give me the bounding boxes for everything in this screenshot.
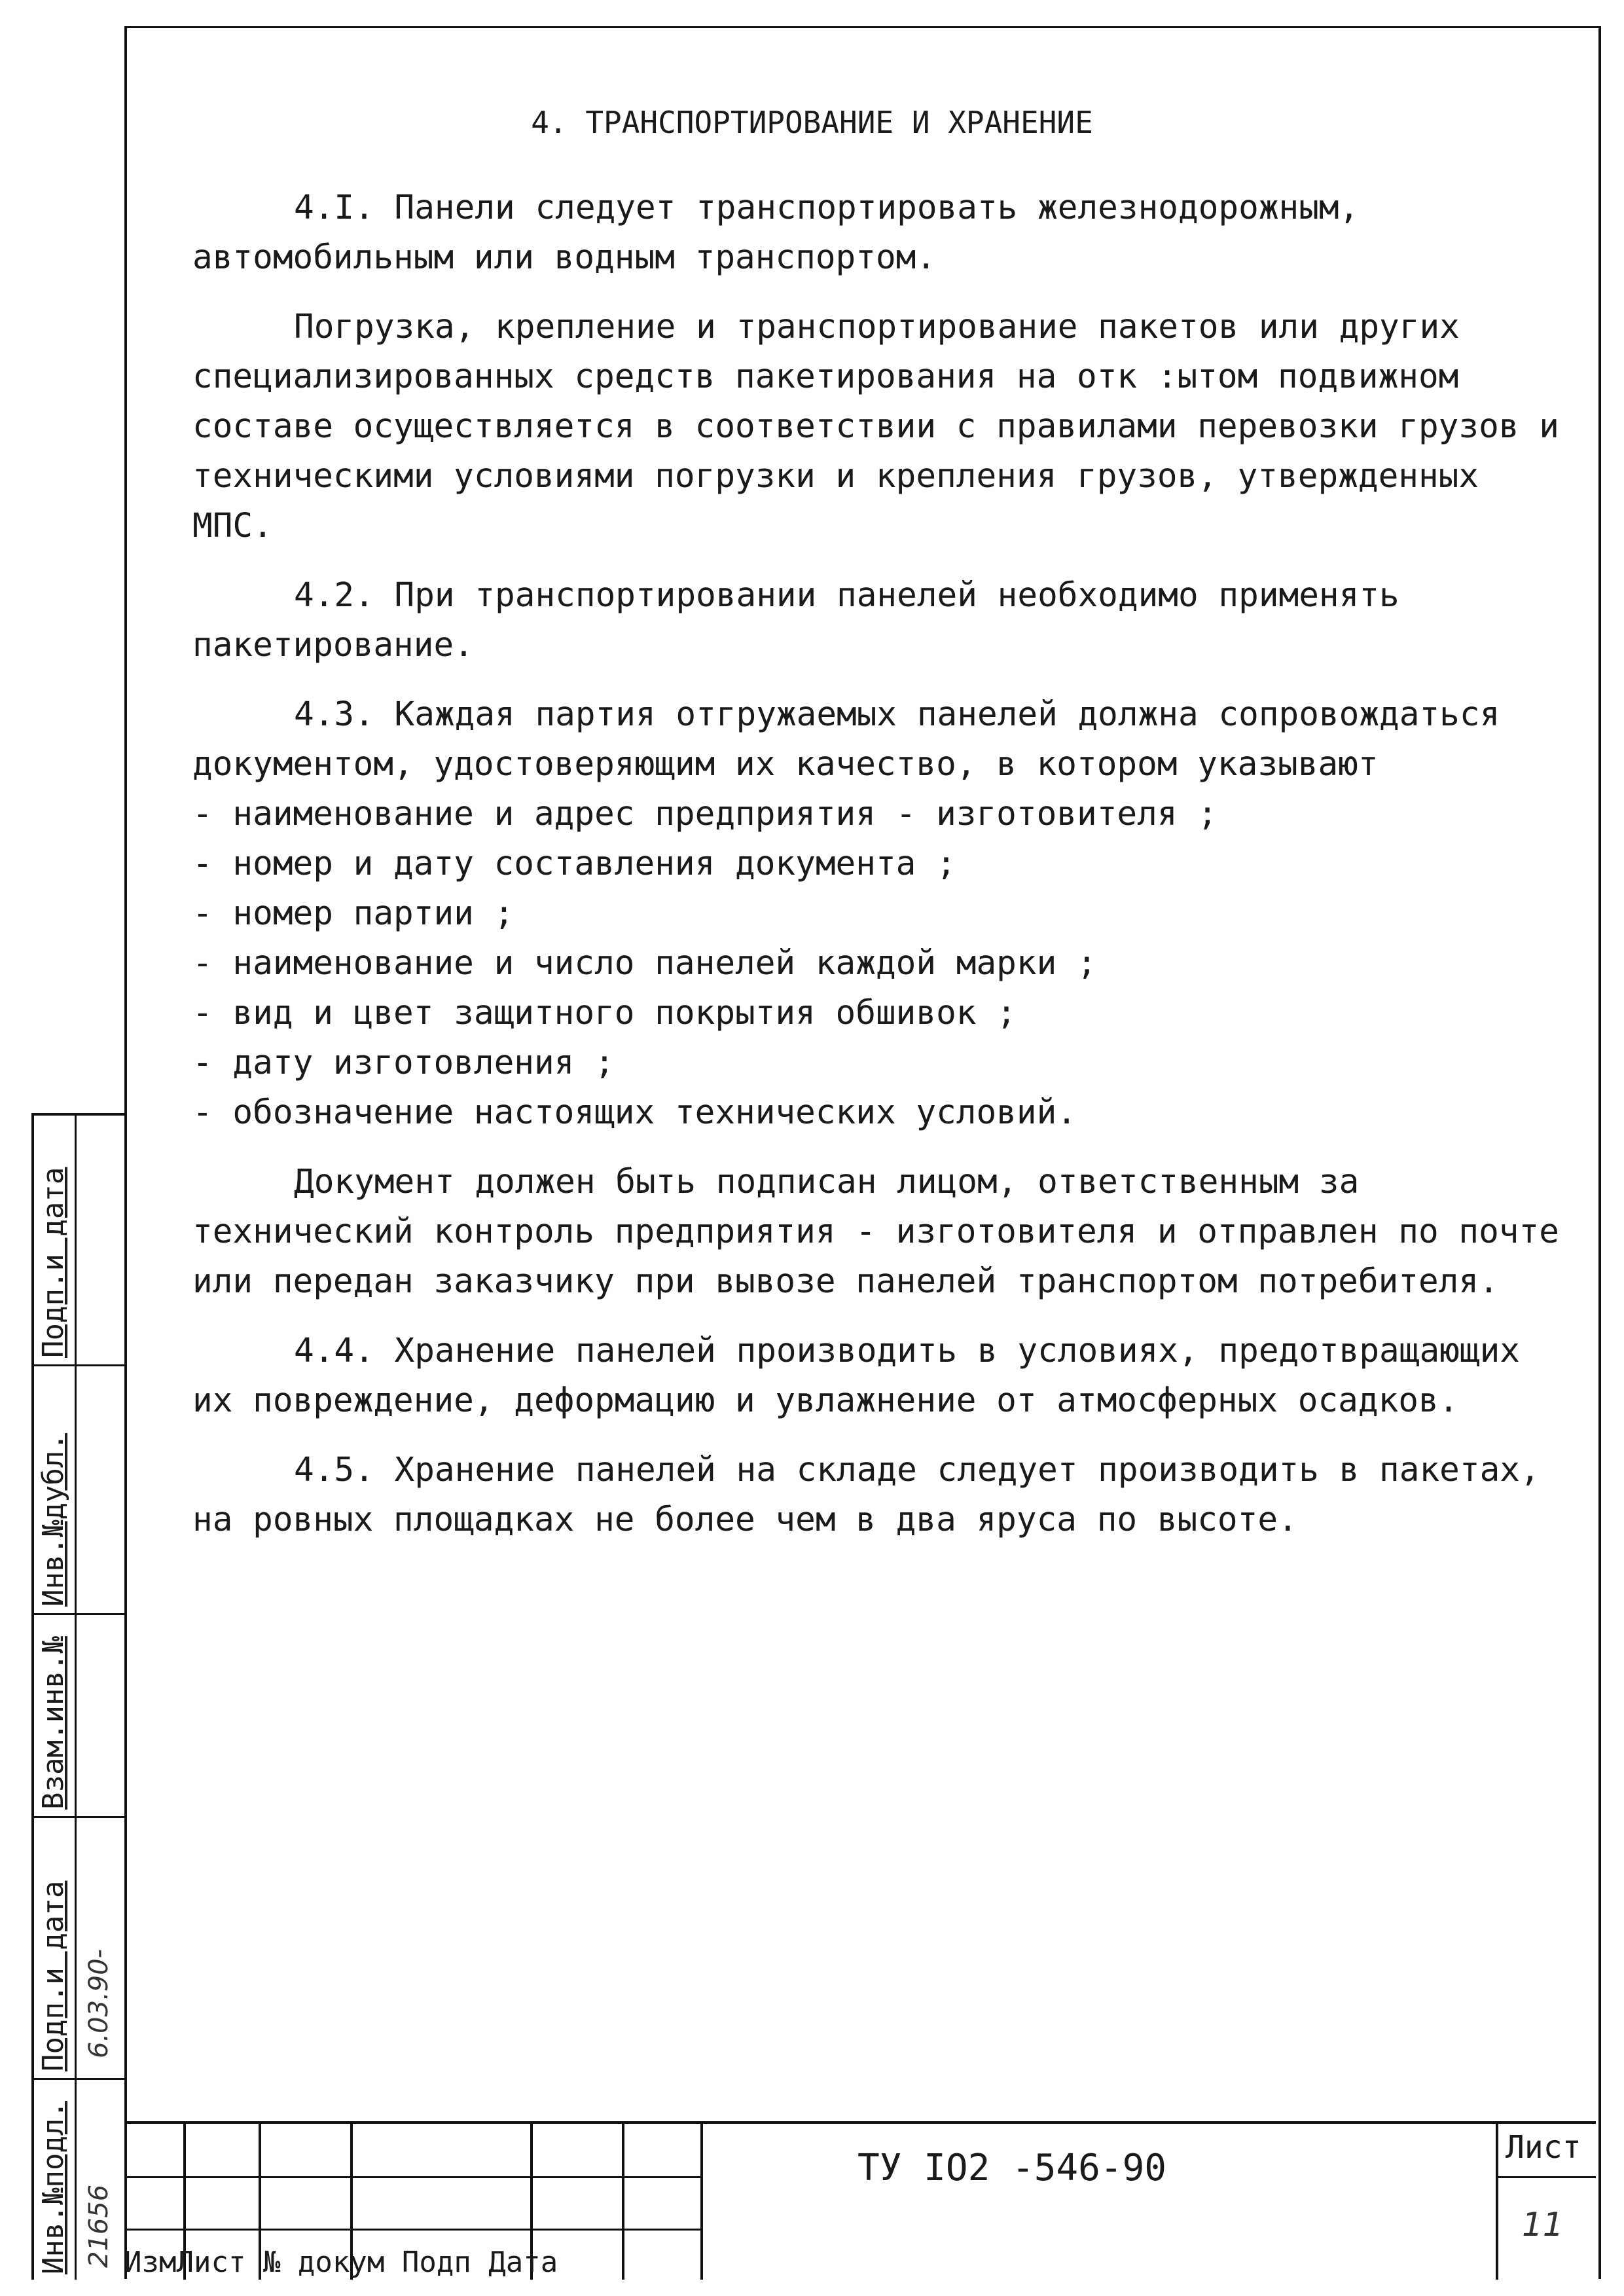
strip-row-line — [34, 1364, 127, 1366]
paragraph-4-4: 4.4. Хранение панелей производить в условиях, предотвращающих их повреждение, деформацию и увлажнение от атмосферных осадков. — [192, 1332, 1520, 1420]
stamp-divider — [1496, 2124, 1498, 2280]
strip-row-line — [34, 1613, 127, 1615]
paragraph-4-3: 4.3. Каждая партия отгружаемых панелей должна сопровождаться документом, удостоверяющим их качество, в котором указывают — [192, 695, 1500, 784]
margin-podp-data: Подп.и дата — [37, 1880, 70, 2071]
sheet-label: Лист — [1506, 2129, 1581, 2166]
title-block — [124, 2121, 1596, 2280]
list-item: - номер партии ; — [192, 894, 514, 933]
list-item: - вид и цвет защитного покрытия обшивок ; — [192, 994, 1017, 1032]
stamp-row-line — [1496, 2176, 1596, 2178]
section-heading: 4. ТРАНСПОРТИРОВАНИЕ И ХРАНЕНИЕ — [531, 105, 1093, 140]
document-body — [192, 183, 1574, 1565]
stamp-row-line — [124, 2229, 700, 2231]
paragraph-4-2: 4.2. При транспортировании панелей необходимо применять пакетирование. — [192, 576, 1399, 665]
margin-vzam-inv: Взам.инв.№ — [37, 1636, 70, 1810]
document-code: ТУ IO2 -546-90 — [857, 2147, 1167, 2189]
list-item: - наименование и число панелей каждой марки ; — [192, 944, 1097, 983]
strip-divider — [75, 1116, 77, 2280]
stamp-column-labels: ИзмЛист № докум Подп Дата — [124, 2246, 558, 2279]
paragraph-signature: Документ должен быть подписан лицом, ответственным за технический контроль предприятия - изготовителя и отправлен по почте или передан заказчику при вывозе панелей транспортом потребителя. — [192, 1163, 1559, 1301]
stamp-row-line — [124, 2176, 700, 2178]
list-item: - дату изготовления ; — [192, 1044, 615, 1082]
list-item: - номер и дату составления документа ; — [192, 845, 956, 883]
strip-row-line — [34, 1816, 127, 1818]
requirements-list — [192, 790, 1574, 1138]
handwritten-inventory-number: 21656 — [84, 2184, 114, 2268]
paragraph-loading: Погрузка, крепление и транспортирование пакетов или других специализированных средств пакетирования на отк :ытом подвижном составе осуществляется в соответствии с правилами перевозки грузов и техническими условиями погрузки и крепления грузов, утвержденных МПС. — [192, 308, 1559, 545]
paragraph-4-5: 4.5. Хранение панелей на складе следует производить в пакетах, на ровных площадках не более чем в два яруса по высоте. — [192, 1451, 1540, 1539]
stamp-divider — [622, 2124, 624, 2280]
left-margin-strip — [31, 1113, 127, 2280]
strip-row-line — [34, 2078, 127, 2080]
handwritten-date: 6.03.90- — [84, 1948, 114, 2058]
paragraph-4-1: 4.I. Панели следует транспортировать железнодорожным, автомобильным или водным транспортом. — [192, 189, 1360, 277]
stamp-divider — [700, 2124, 703, 2280]
margin-inv-podl: Инв.№подл. — [37, 2101, 70, 2274]
margin-inv-dubl: Инв.№дубл. — [37, 1433, 70, 1607]
list-item: - наименование и адрес предприятия - изготовителя ; — [192, 795, 1218, 833]
list-item: - обозначение настоящих технических условий. — [192, 1093, 1077, 1132]
sheet-number: 11 — [1522, 2206, 1564, 2244]
margin-podp-data-2: Подп.и дата — [37, 1167, 70, 1358]
